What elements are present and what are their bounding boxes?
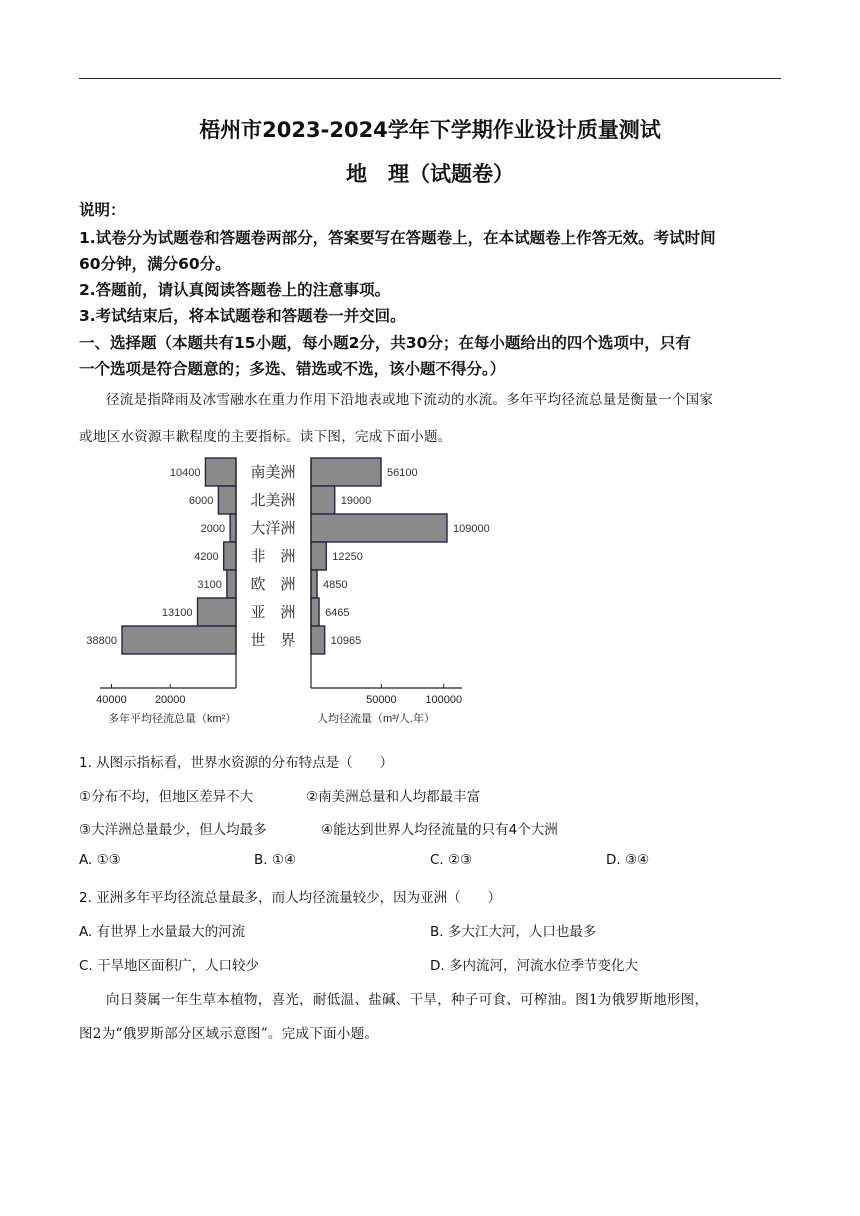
exam-title: 梧州市2023-2024学年下学期作业设计质量测试	[199, 118, 661, 142]
left-bar	[230, 514, 236, 542]
q2-option-b: B. 多大江大河，人口也最多	[430, 924, 597, 940]
instruction-2: 2.答题前，请认真阅读答题卷上的注意事项。	[79, 281, 391, 299]
left-bar	[227, 570, 236, 598]
category-label: 南美洲	[250, 464, 296, 481]
left-value-label: 6000	[188, 495, 214, 507]
category-label: 欧 洲	[250, 576, 296, 593]
category-label: 世 界	[250, 632, 296, 649]
instruction-3: 3.考试结束后，将本试题卷和答题卷一并交回。	[79, 307, 406, 325]
q2-option-c: C. 干旱地区面积广，人口较少	[79, 958, 260, 974]
right-bar	[311, 626, 325, 654]
right-tick-label: 50000	[366, 694, 397, 706]
passage-2-line-2: 图2为“俄罗斯部分区域示意图”。完成下面小题。	[79, 1026, 379, 1042]
left-axis-title: 多年平均径流总量（km²）	[108, 713, 237, 725]
section-heading-line-2: 一个选项是符合题意的；多选、错选或不选，该小题不得分。）	[79, 360, 506, 378]
right-value-label: 109000	[453, 523, 490, 535]
q1-option-b: B. ①④	[254, 852, 297, 868]
q2-stem: 2. 亚洲多年平均径流总量最多，而人均径流量较少，因为亚洲（ ）	[79, 890, 502, 906]
right-value-label: 10965	[330, 635, 362, 647]
left-bar	[198, 598, 236, 626]
passage-1-line-1: 径流是指降雨及冰雪融水在重力作用下沿地表或地下流动的水流。多年平均径流总量是衡量一个国家	[106, 392, 714, 408]
section-heading-line-1: 一、选择题（本题共有15小题，每小题2分，共30分；在每小题给出的四个选项中，只有	[79, 334, 691, 352]
left-bar	[218, 486, 236, 514]
passage-2-line-1: 向日葵属一年生草本植物，喜光，耐低温、盐碱、干旱，种子可食、可榨油。图1为俄罗斯地形图，	[106, 992, 709, 1008]
q1-option-d: D. ③④	[606, 852, 650, 868]
right-bar	[311, 598, 319, 626]
right-tick-label: 100000	[425, 694, 463, 706]
right-value-label: 12250	[332, 551, 363, 563]
left-value-label: 4200	[194, 551, 219, 563]
right-bar	[311, 570, 317, 598]
right-bar	[311, 458, 381, 486]
right-axis-title: 人均径流量（m³/人.年）	[317, 713, 435, 725]
q1-option-a: A. ①③	[79, 852, 121, 868]
passage-1-line-2: 或地区水资源丰歉程度的主要指标。读下图，完成下面小题。	[79, 429, 452, 445]
right-value-label: 4850	[323, 579, 348, 591]
right-bar	[311, 542, 326, 570]
q1-stem: 1. 从图示指标看，世界水资源的分布特点是（ ）	[79, 755, 394, 771]
category-label: 大洋洲	[250, 520, 296, 537]
right-value-label: 6465	[325, 607, 350, 619]
right-value-label: 19000	[340, 495, 372, 507]
category-label: 亚 洲	[250, 604, 296, 621]
right-bar	[311, 514, 447, 542]
instruction-1-line-2: 60分钟，满分60分。	[79, 255, 231, 273]
left-value-label: 13100	[161, 607, 193, 619]
exam-subtitle: 地 理（试题卷）	[346, 162, 514, 186]
category-label: 北美洲	[250, 492, 296, 509]
q2-option-a: A. 有世界上水量最大的河流	[79, 924, 246, 940]
q1-statement-1: ①分布不均，但地区差异不大	[79, 789, 254, 805]
q2-option-d: D. 多内流河，河流水位季节变化大	[430, 958, 638, 974]
left-value-label: 38800	[86, 635, 117, 647]
q1-statement-4: ④能达到世界人均径流量的只有4个大洲	[321, 822, 558, 838]
q1-statement-3: ③大洋洲总量最少，但人均最多	[79, 822, 267, 838]
left-value-label: 2000	[200, 523, 226, 535]
right-value-label: 56100	[386, 467, 418, 479]
left-value-label: 3100	[197, 579, 222, 591]
runoff-chart	[0, 440, 560, 740]
instruction-1-line-1: 1.试卷分为试题卷和答题卷两部分，答案要写在答题卷上，在本试题卷上作答无效。考试时间	[79, 229, 716, 247]
left-value-label: 10400	[169, 467, 201, 479]
right-bar	[311, 486, 335, 514]
left-bar	[224, 542, 236, 570]
left-bar	[205, 458, 236, 486]
left-tick-label: 40000	[96, 694, 127, 706]
q1-statement-2: ②南美洲总量和人均都最丰富	[306, 789, 481, 805]
left-bar	[122, 626, 236, 654]
instructions-heading: 说明：	[79, 201, 126, 219]
header-rule	[79, 78, 781, 79]
left-tick-label: 20000	[154, 694, 186, 706]
category-label: 非 洲	[250, 548, 296, 565]
q1-option-c: C. ②③	[430, 852, 473, 868]
